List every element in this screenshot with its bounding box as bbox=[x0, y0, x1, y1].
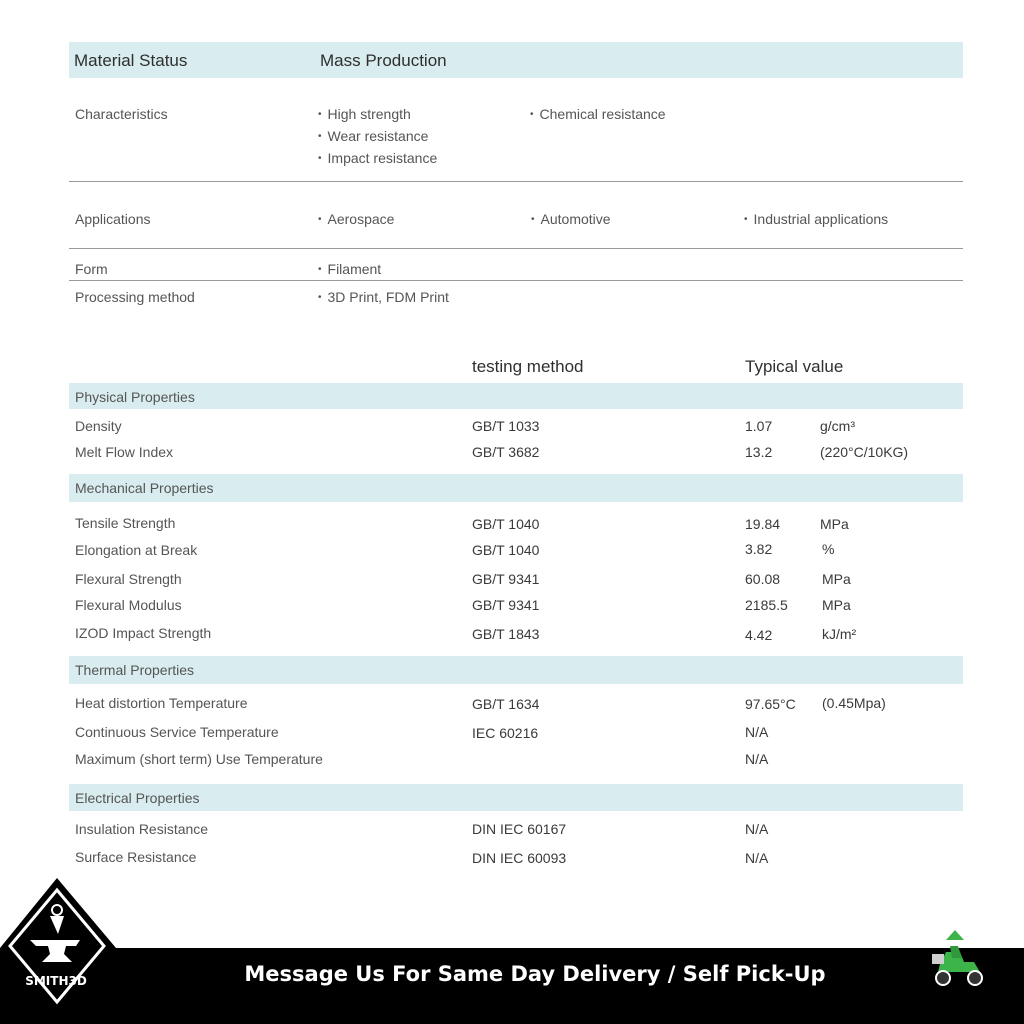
section-band bbox=[69, 784, 963, 811]
property-unit: MPa bbox=[822, 571, 851, 587]
anvil-logo-icon bbox=[0, 876, 116, 1024]
property-value: 19.84 bbox=[745, 516, 781, 532]
property-unit: MPa bbox=[820, 516, 849, 532]
property-method: GB/T 9341 bbox=[472, 597, 540, 613]
property-unit: kJ/m² bbox=[822, 626, 857, 642]
footer-message: Message Us For Same Day Delivery / Self Pick-Up bbox=[244, 962, 826, 986]
property-name: Density bbox=[75, 418, 122, 434]
material-status-band bbox=[69, 42, 963, 78]
property-value: N/A bbox=[745, 850, 769, 866]
typical-value-header: Typical value bbox=[745, 357, 844, 376]
processing-value: • 3D Print, FDM Print bbox=[318, 289, 449, 305]
divider bbox=[69, 248, 963, 249]
section-title: Physical Properties bbox=[75, 389, 195, 405]
property-name: Insulation Resistance bbox=[75, 821, 209, 837]
property-name: Continuous Service Temperature bbox=[75, 724, 279, 740]
property-value: 97.65°C bbox=[745, 696, 796, 712]
property-name: Heat distortion Temperature bbox=[75, 695, 248, 711]
characteristic-item: • Chemical resistance bbox=[530, 106, 666, 122]
property-name: Elongation at Break bbox=[75, 542, 198, 558]
brand-name: SMITH3D bbox=[25, 974, 87, 988]
property-method: GB/T 1033 bbox=[472, 418, 540, 434]
application-item: • Aerospace bbox=[318, 211, 394, 227]
divider bbox=[69, 181, 963, 182]
application-item: • Industrial applications bbox=[744, 211, 888, 227]
divider bbox=[69, 280, 963, 281]
property-unit: g/cm³ bbox=[820, 418, 855, 434]
characteristic-item: • Impact resistance bbox=[318, 150, 437, 166]
property-name: Surface Resistance bbox=[75, 849, 197, 865]
property-name: Tensile Strength bbox=[75, 515, 176, 531]
property-name: IZOD Impact Strength bbox=[75, 625, 212, 641]
property-method: GB/T 1040 bbox=[472, 542, 540, 558]
property-name: Flexural Strength bbox=[75, 571, 182, 587]
property-value: 2185.5 bbox=[745, 597, 788, 613]
property-value: N/A bbox=[745, 724, 769, 740]
footer-banner bbox=[0, 948, 1024, 1024]
delivery-scooter-icon bbox=[928, 928, 988, 992]
section-title: Thermal Properties bbox=[75, 662, 195, 678]
property-name: Melt Flow Index bbox=[75, 444, 174, 460]
property-unit: (0.45Mpa) bbox=[822, 695, 886, 711]
property-unit: (220°C/10KG) bbox=[820, 444, 909, 460]
property-method: IEC 60216 bbox=[472, 725, 539, 741]
section-band bbox=[69, 656, 963, 684]
characteristic-item: • High strength bbox=[318, 106, 411, 122]
section-band bbox=[69, 383, 963, 409]
property-value: N/A bbox=[745, 821, 769, 837]
property-method: GB/T 9341 bbox=[472, 571, 540, 587]
property-unit: % bbox=[822, 541, 835, 557]
applications-label: Applications bbox=[75, 211, 151, 227]
property-method: DIN IEC 60093 bbox=[472, 850, 567, 866]
section-title: Electrical Properties bbox=[75, 790, 200, 806]
section-title: Mechanical Properties bbox=[75, 480, 214, 496]
property-method: GB/T 1040 bbox=[472, 516, 540, 532]
property-method: GB/T 1843 bbox=[472, 626, 540, 642]
testing-method-header: testing method bbox=[472, 357, 584, 376]
property-value: N/A bbox=[745, 751, 769, 767]
form-label: Form bbox=[75, 261, 108, 277]
form-value: • Filament bbox=[318, 261, 381, 277]
property-value: 60.08 bbox=[745, 571, 781, 587]
property-name: Maximum (short term) Use Temperature bbox=[75, 751, 323, 767]
characteristics-label: Characteristics bbox=[75, 106, 168, 122]
application-item: • Automotive bbox=[531, 211, 611, 227]
processing-label: Processing method bbox=[75, 289, 195, 305]
property-value: 4.42 bbox=[745, 627, 773, 643]
property-unit: MPa bbox=[822, 597, 851, 613]
property-method: DIN IEC 60167 bbox=[472, 821, 567, 837]
material-status-value: Mass Production bbox=[320, 51, 447, 70]
material-status-label: Material Status bbox=[74, 51, 188, 70]
property-value: 1.07 bbox=[745, 418, 773, 434]
property-method: GB/T 3682 bbox=[472, 444, 540, 460]
property-name: Flexural Modulus bbox=[75, 597, 182, 613]
property-value: 3.82 bbox=[745, 541, 773, 557]
characteristic-item: • Wear resistance bbox=[318, 128, 428, 144]
property-value: 13.2 bbox=[745, 444, 773, 460]
property-method: GB/T 1634 bbox=[472, 696, 540, 712]
